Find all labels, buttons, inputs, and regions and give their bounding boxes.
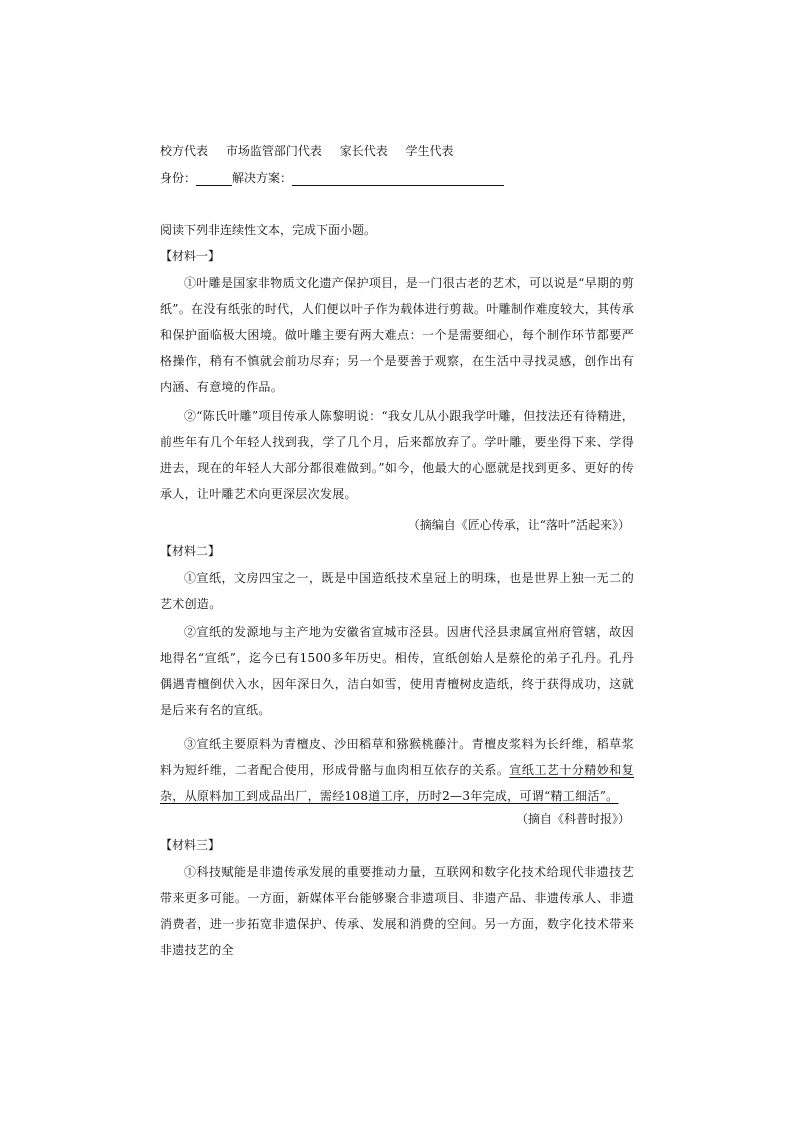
material2-paragraph-3 — [160, 731, 634, 809]
option-student: 学生代表 — [405, 144, 454, 158]
material2-heading: 【材料二】 — [160, 544, 221, 558]
material2-paragraph-3-text: ③宣纸主要原料为青檀皮、沙田稻草和猕猴桃藤汁。青檀皮浆料为长纤维，稻草浆料为短纤维，二者配合使用，形成骨骼与血肉相互依存的关系。 — [160, 737, 634, 777]
material3-heading: 【材料三】 — [160, 838, 221, 852]
solution-label: 解决方案： — [232, 171, 293, 185]
identity-label: 身份： — [160, 171, 197, 185]
material2-paragraph-1: ①宣纸，文房四宝之一，既是中国造纸技术皇冠上的明珠，也是世界上独一无二的艺术创造。 — [160, 571, 634, 611]
material2-underlined-sentence: 宣纸工艺十分精妙和复杂，从原料加工到成品出厂，需经108道工序，历时2—3年完成，可谓“精工细活”。 — [160, 763, 634, 803]
material1-paragraph-1: ①叶雕是国家非物质文化遗产保护项目，是一门很古老的艺术，可以说是“早期的剪纸”。在没有纸张的时代，人们便以叶子作为载体进行剪裁。叶雕制作难度较大，其传承和保护面临极大困境。做叶雕主要有两大难点：一个是需要细心，每个制作环节都要严格操作，稍有不慎就会前功尽弃；另一个是要善于观察，在生活中寻找灵感，创作出有内涵、有意境的作品。 — [160, 276, 634, 394]
instruction: 阅读下列非连续性文本，完成下面小题。 — [160, 223, 377, 237]
identity-blank[interactable] — [196, 171, 232, 186]
material2-source: （摘自《科普时报》） — [515, 812, 630, 826]
material1-source: （摘编自《匠心传承，让“落叶”活起来》） — [407, 518, 630, 532]
option-market-regulator: 市场监管部门代表 — [225, 144, 322, 158]
material1-paragraph-2: ②“陈氏叶雕”项目传承人陈黎明说：“我女儿从小跟我学叶雕，但技法还有待精进，前些年有几个年轻人找到我，学了几个月，后来都放弃了。学叶雕，要坐得下来、学得进去，现在的年轻人大部分都很难做到。”如今，他最大的心愿就是找到更多、更好的传承人，让叶雕艺术向更深层次发展。 — [160, 409, 634, 501]
role-options — [160, 143, 468, 159]
solution-blank[interactable] — [292, 171, 504, 186]
material1-heading: 【材料一】 — [160, 249, 221, 263]
material3-paragraph-1: ①科技赋能是非遗传承发展的重要推动力量，互联网和数字化技术给现代非遗技艺带来更多可能。一方面，新媒体平台能够聚合非遗项目、非遗产品、非遗传承人、非遗消费者，进一步拓宽非遗保护、传承、发展和消费的空间。另一方面，数字化技术带来非遗技艺的全 — [160, 865, 634, 957]
option-parent: 家长代表 — [339, 144, 388, 158]
option-school: 校方代表 — [160, 144, 209, 158]
answer-line — [160, 170, 504, 186]
material2-paragraph-2: ②宣纸的发源地与主产地为安徽省宣城市泾县。因唐代泾县隶属宣州府管辖，故因地得名“宣纸”，迄今已有1500多年历史。相传，宣纸创始人是蔡伦的弟子孔丹。孔丹偶遇青檀倒伏入水，因年深日久，洁白如雪，使用青檀树皮造纸，终于获得成功，这就是后来有名的宣纸。 — [160, 625, 634, 717]
